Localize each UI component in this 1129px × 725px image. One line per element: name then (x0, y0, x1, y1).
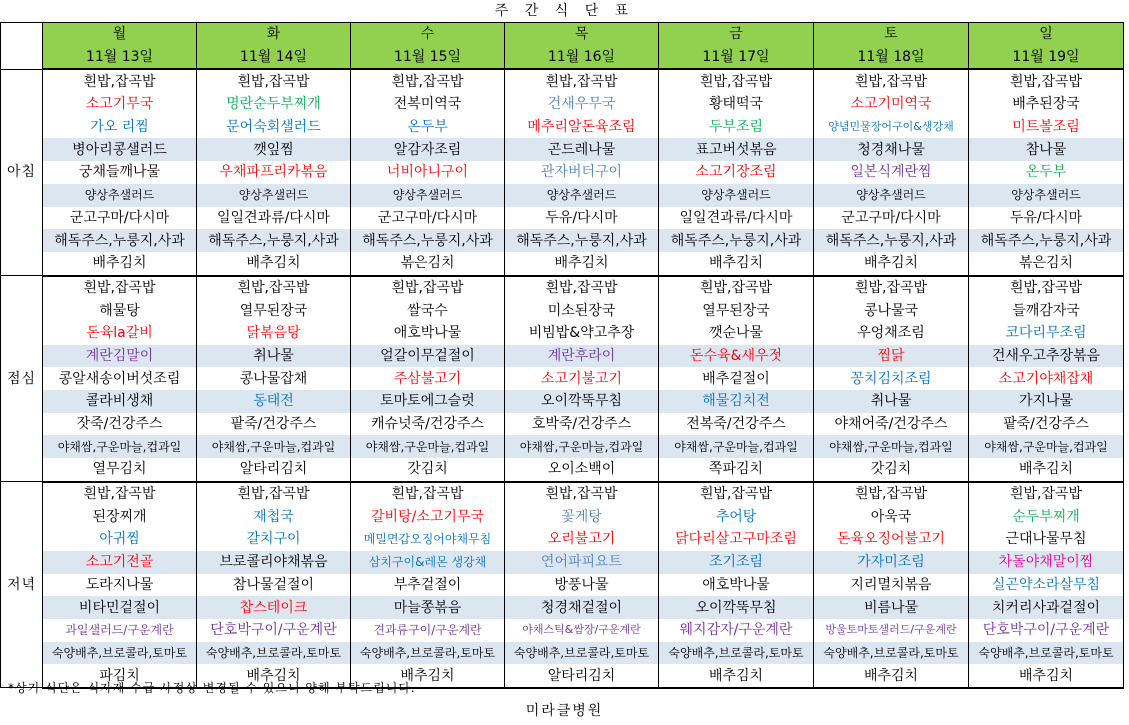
menu-item: 야채쌈,구운마늘,컵과일 (659, 435, 814, 458)
menu-item: 오이깍뚝무침 (659, 596, 814, 619)
date-header: 11월 16일 (505, 46, 659, 70)
menu-item: 일일견과류/다시마 (659, 207, 814, 230)
menu-item: 순두부찌개 (969, 505, 1124, 528)
menu-item: 야채쌈,구운마늘,컵과일 (814, 435, 969, 458)
menu-item: 건새우고추장볶음 (969, 345, 1124, 368)
menu-item: 해물김치전 (659, 390, 814, 413)
menu-row (1, 229, 1124, 252)
menu-item: 명란순두부찌개 (197, 93, 351, 116)
menu-row (1, 413, 1124, 436)
menu-item: 해독주스,누룽지,사과 (969, 229, 1124, 252)
menu-item: 양념민물장어구이&생강채 (814, 116, 969, 139)
menu-item: 너비아니구이 (351, 161, 505, 184)
menu-item: 도라지나물 (43, 574, 197, 597)
menu-item: 두부조림 (659, 116, 814, 139)
menu-item: 된장찌개 (43, 505, 197, 528)
menu-item: 들깨감자국 (969, 299, 1124, 322)
menu-item: 닭다리살고구마조림 (659, 528, 814, 551)
menu-row (1, 596, 1124, 619)
menu-row (1, 322, 1124, 345)
menu-item: 아욱국 (814, 505, 969, 528)
menu-row (1, 138, 1124, 161)
menu-item: 해독주스,누룽지,사과 (814, 229, 969, 252)
menu-item: 배추김치 (351, 664, 505, 688)
menu-item: 취나물 (197, 345, 351, 368)
weekly-menu-table (0, 22, 1124, 689)
day-header: 월 (43, 23, 197, 46)
menu-item: 계란후라이 (505, 345, 659, 368)
menu-item: 방풍나물 (505, 574, 659, 597)
menu-item: 얼갈이무겉절이 (351, 345, 505, 368)
menu-item: 흰밥,잡곡밥 (814, 276, 969, 300)
menu-item: 흰밥,잡곡밥 (197, 482, 351, 506)
menu-item: 흰밥,잡곡밥 (351, 482, 505, 506)
menu-item: 과일샐러드/구운계란 (43, 619, 197, 642)
menu-item: 쌀국수 (351, 299, 505, 322)
menu-row (1, 252, 1124, 276)
menu-item: 해물탕 (43, 299, 197, 322)
menu-item: 볶은김치 (969, 252, 1124, 276)
menu-item: 흰밥,잡곡밥 (505, 482, 659, 506)
menu-item: 팥죽/건강주스 (969, 413, 1124, 436)
menu-item: 야채쌈,구운마늘,컵과일 (43, 435, 197, 458)
menu-item: 콩나물잡채 (197, 367, 351, 390)
menu-item: 찹스테이크 (197, 596, 351, 619)
menu-row (1, 184, 1124, 207)
menu-item: 해독주스,누룽지,사과 (505, 229, 659, 252)
menu-item: 가자미조림 (814, 551, 969, 574)
menu-item: 숙양배추,브로콜라,토마토 (505, 642, 659, 665)
menu-item: 웨지감자/구운계란 (659, 619, 814, 642)
menu-item: 두유/다시마 (505, 207, 659, 230)
menu-item: 야채쌈,구운마늘,컵과일 (197, 435, 351, 458)
menu-item: 알타리김치 (197, 458, 351, 482)
menu-item: 갈치구이 (197, 528, 351, 551)
menu-item: 브로콜리야채볶음 (197, 551, 351, 574)
menu-row (1, 458, 1124, 482)
menu-item: 두유/다시마 (969, 207, 1124, 230)
menu-item: 돈육오징어불고기 (814, 528, 969, 551)
menu-item: 배추김치 (659, 252, 814, 276)
menu-item: 주삼불고기 (351, 367, 505, 390)
menu-item: 가오 리찜 (43, 116, 197, 139)
menu-item: 숙양배추,브로콜라,토마토 (43, 642, 197, 665)
menu-item: 배추김치 (969, 458, 1124, 482)
date-header: 11월 15일 (351, 46, 505, 70)
menu-item: 전복죽/건강주스 (659, 413, 814, 436)
menu-item: 우채파프리카볶음 (197, 161, 351, 184)
menu-row (1, 551, 1124, 574)
menu-item: 건새우무국 (505, 93, 659, 116)
menu-item: 실곤약소라살무침 (969, 574, 1124, 597)
menu-item: 흰밥,잡곡밥 (814, 69, 969, 93)
menu-item: 소고기미역국 (814, 93, 969, 116)
menu-item: 흰밥,잡곡밥 (659, 69, 814, 93)
menu-item: 갈비탕/소고기무국 (351, 505, 505, 528)
menu-item: 닭볶음탕 (197, 322, 351, 345)
menu-item: 야채쌈,구운마늘,컵과일 (969, 435, 1124, 458)
menu-item: 메추리알돈육조림 (505, 116, 659, 139)
menu-item: 쪽파김치 (659, 458, 814, 482)
menu-item: 숙양배추,브로콜라,토마토 (814, 642, 969, 665)
menu-row (1, 207, 1124, 230)
menu-item: 소고기장조림 (659, 161, 814, 184)
menu-item: 흰밥,잡곡밥 (969, 482, 1124, 506)
menu-item: 흰밥,잡곡밥 (659, 276, 814, 300)
menu-item: 양상추샐러드 (659, 184, 814, 207)
menu-item: 파김치 (43, 664, 197, 688)
menu-item: 청경채겉절이 (505, 596, 659, 619)
menu-item: 해독주스,누룽지,사과 (351, 229, 505, 252)
menu-item: 해독주스,누룽지,사과 (197, 229, 351, 252)
menu-item: 관자버터구이 (505, 161, 659, 184)
menu-item: 황태떡국 (659, 93, 814, 116)
menu-item: 야채쌈,구운마늘,컵과일 (351, 435, 505, 458)
menu-item: 비타민겉절이 (43, 596, 197, 619)
menu-item: 단호박구이/구운계란 (197, 619, 351, 642)
menu-item: 군고구마/다시마 (351, 207, 505, 230)
menu-item: 배추김치 (197, 664, 351, 688)
menu-item: 콜라비생채 (43, 390, 197, 413)
menu-item: 군고구마/다시마 (814, 207, 969, 230)
menu-item: 배추김치 (969, 664, 1124, 688)
menu-item: 양상추샐러드 (197, 184, 351, 207)
menu-row (1, 69, 1124, 93)
menu-item: 비빔밥&약고추장 (505, 322, 659, 345)
menu-item: 가지나물 (969, 390, 1124, 413)
date-header: 11월 14일 (197, 46, 351, 70)
menu-item: 흰밥,잡곡밥 (43, 69, 197, 93)
menu-item: 양상추샐러드 (351, 184, 505, 207)
header-corner (1, 23, 43, 70)
menu-item: 일본식계란찜 (814, 161, 969, 184)
menu-item: 코다리무조림 (969, 322, 1124, 345)
menu-item: 애호박나물 (351, 322, 505, 345)
menu-item: 근대나물무침 (969, 528, 1124, 551)
date-header: 11월 13일 (43, 46, 197, 70)
day-header: 수 (351, 23, 505, 46)
menu-item: 오이깍뚝무침 (505, 390, 659, 413)
menu-item: 삼치구이&레몬 생강채 (351, 551, 505, 574)
menu-item: 돈육la갈비 (43, 322, 197, 345)
menu-item: 흰밥,잡곡밥 (43, 276, 197, 300)
menu-item: 배추김치 (659, 664, 814, 688)
menu-item: 방울토마토샐러드/구운계란 (814, 619, 969, 642)
menu-item: 견과류구이/구운계란 (351, 619, 505, 642)
menu-item: 야채쌈,구운마늘,컵과일 (505, 435, 659, 458)
menu-item: 전복미역국 (351, 93, 505, 116)
menu-item: 알타리김치 (505, 664, 659, 688)
menu-item: 흰밥,잡곡밥 (197, 69, 351, 93)
menu-item: 돈수육&새우젓 (659, 345, 814, 368)
menu-item: 소고기불고기 (505, 367, 659, 390)
menu-item: 치커리사과겉절이 (969, 596, 1124, 619)
menu-row (1, 116, 1124, 139)
menu-item: 군고구마/다시마 (43, 207, 197, 230)
menu-row (1, 367, 1124, 390)
menu-item: 숙양배추,브로콜라,토마토 (659, 642, 814, 665)
menu-row (1, 345, 1124, 368)
menu-item: 소고기전골 (43, 551, 197, 574)
menu-item: 추어탕 (659, 505, 814, 528)
menu-item: 배추겉절이 (659, 367, 814, 390)
menu-item: 단호박구이/구운계란 (969, 619, 1124, 642)
menu-item: 오이소백이 (505, 458, 659, 482)
menu-row (1, 435, 1124, 458)
menu-item: 야채어죽/건강주스 (814, 413, 969, 436)
menu-item: 아귀찜 (43, 528, 197, 551)
menu-item: 일일견과류/다시마 (197, 207, 351, 230)
menu-row (1, 505, 1124, 528)
footnote: *상기 식단은 식자재 수급 사정상 변경될 수 있으니 양해 부탁드립니다. (8, 681, 416, 695)
menu-item: 콩나물국 (814, 299, 969, 322)
menu-item: 잣죽/건강주스 (43, 413, 197, 436)
menu-item: 해독주스,누룽지,사과 (659, 229, 814, 252)
menu-item: 열무된장국 (197, 299, 351, 322)
menu-item: 흰밥,잡곡밥 (505, 69, 659, 93)
menu-item: 비름나물 (814, 596, 969, 619)
menu-item: 배추된장국 (969, 93, 1124, 116)
menu-row (1, 390, 1124, 413)
menu-item: 양상추샐러드 (969, 184, 1124, 207)
menu-item: 우엉채조림 (814, 322, 969, 345)
menu-item: 재첩국 (197, 505, 351, 528)
menu-row (1, 642, 1124, 665)
menu-item: 온두부 (969, 161, 1124, 184)
day-header: 금 (659, 23, 814, 46)
menu-item: 흰밥,잡곡밥 (969, 276, 1124, 300)
menu-item: 해독주스,누룽지,사과 (43, 229, 197, 252)
menu-item: 열무김치 (43, 458, 197, 482)
menu-row (1, 93, 1124, 116)
menu-item: 꽃게탕 (505, 505, 659, 528)
menu-item: 캐슈넛죽/건강주스 (351, 413, 505, 436)
menu-item: 부추겉절이 (351, 574, 505, 597)
menu-item: 동태전 (197, 390, 351, 413)
menu-item: 팥죽/건강주스 (197, 413, 351, 436)
menu-item: 흰밥,잡곡밥 (197, 276, 351, 300)
day-header-row (1, 23, 1124, 46)
menu-item: 흰밥,잡곡밥 (505, 276, 659, 300)
menu-item: 배추김치 (505, 252, 659, 276)
menu-row (1, 528, 1124, 551)
menu-item: 숙양배추,브로콜라,토마토 (969, 642, 1124, 665)
menu-item: 표고버섯볶음 (659, 138, 814, 161)
menu-item: 흰밥,잡곡밥 (969, 69, 1124, 93)
menu-item: 소고기야채잡채 (969, 367, 1124, 390)
menu-item: 문어숙회샐러드 (197, 116, 351, 139)
menu-item: 열무된장국 (659, 299, 814, 322)
menu-item: 애호박나물 (659, 574, 814, 597)
menu-item: 참나물 (969, 138, 1124, 161)
menu-row (1, 161, 1124, 184)
menu-item: 숙양배추,브로콜라,토마토 (197, 642, 351, 665)
menu-item: 배추김치 (814, 252, 969, 276)
day-header: 화 (197, 23, 351, 46)
menu-item: 소고기무국 (43, 93, 197, 116)
menu-item: 마늘쫑볶음 (351, 596, 505, 619)
menu-item: 양상추샐러드 (505, 184, 659, 207)
menu-item: 연어파피요트 (505, 551, 659, 574)
menu-item: 야채스틱&쌈장/구운계란 (505, 619, 659, 642)
menu-item: 토마토에그슬럿 (351, 390, 505, 413)
menu-item: 메밀면갑오징어야채무침 (351, 528, 505, 551)
menu-item: 꽁치김치조림 (814, 367, 969, 390)
menu-item: 볶은김치 (351, 252, 505, 276)
menu-item: 곤드레나물 (505, 138, 659, 161)
menu-item: 조기조림 (659, 551, 814, 574)
menu-item: 깻순나물 (659, 322, 814, 345)
menu-item: 양상추샐러드 (43, 184, 197, 207)
day-header: 일 (969, 23, 1124, 46)
menu-item: 병아리콩샐러드 (43, 138, 197, 161)
menu-row (1, 619, 1124, 642)
date-header: 11월 17일 (659, 46, 814, 70)
date-header-row (1, 46, 1124, 70)
date-header: 11월 18일 (814, 46, 969, 70)
menu-item: 흰밥,잡곡밥 (814, 482, 969, 506)
menu-item: 알감자조림 (351, 138, 505, 161)
menu-item: 깻잎찜 (197, 138, 351, 161)
menu-row (1, 482, 1124, 506)
menu-item: 숙양배추,브로콜라,토마토 (351, 642, 505, 665)
menu-row (1, 299, 1124, 322)
menu-item: 온두부 (351, 116, 505, 139)
menu-title: 주 간 식 단 표 (494, 3, 635, 19)
day-header: 토 (814, 23, 969, 46)
meal-label: 아침 (1, 69, 43, 275)
menu-row (1, 276, 1124, 300)
day-header: 목 (505, 23, 659, 46)
meal-label: 저녁 (1, 482, 43, 688)
meal-label: 점심 (1, 276, 43, 482)
menu-item: 오리불고기 (505, 528, 659, 551)
menu-item: 찜닭 (814, 345, 969, 368)
menu-item: 흰밥,잡곡밥 (43, 482, 197, 506)
menu-item: 참나물겉절이 (197, 574, 351, 597)
menu-item: 흰밥,잡곡밥 (351, 276, 505, 300)
menu-item: 취나물 (814, 390, 969, 413)
menu-row (1, 574, 1124, 597)
menu-item: 흰밥,잡곡밥 (351, 69, 505, 93)
menu-item: 콩알새송이버섯조림 (43, 367, 197, 390)
menu-item: 차돌야채말이찜 (969, 551, 1124, 574)
menu-item: 청경채나물 (814, 138, 969, 161)
menu-item: 미트볼조림 (969, 116, 1124, 139)
menu-item: 배추김치 (43, 252, 197, 276)
menu-item: 호박죽/건강주스 (505, 413, 659, 436)
menu-item: 갓김치 (351, 458, 505, 482)
menu-item: 흰밥,잡곡밥 (659, 482, 814, 506)
menu-item: 지리멸치볶음 (814, 574, 969, 597)
menu-item: 계란김말이 (43, 345, 197, 368)
menu-item: 미소된장국 (505, 299, 659, 322)
menu-item: 갓김치 (814, 458, 969, 482)
menu-item: 배추김치 (197, 252, 351, 276)
menu-item: 배추김치 (814, 664, 969, 688)
hospital-name: 미라클병원 (525, 703, 604, 719)
date-header: 11월 19일 (969, 46, 1124, 70)
menu-item: 양상추샐러드 (814, 184, 969, 207)
menu-item: 궁채들깨나물 (43, 161, 197, 184)
